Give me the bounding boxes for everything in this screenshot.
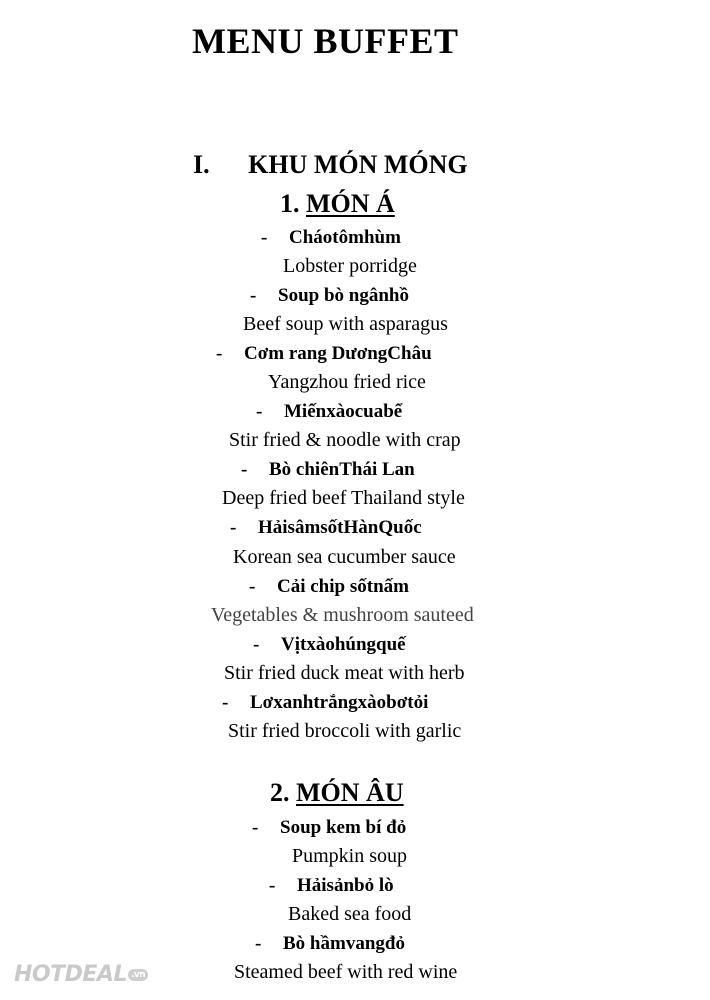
section-numeral: I. — [193, 150, 210, 179]
hotdeal-watermark-logo: HOTDEAL .vn — [14, 962, 148, 987]
dish-name: - Vịtxàohúngquế — [253, 634, 406, 655]
dish-name: - Soup bò ngânhồ — [250, 285, 409, 306]
dish-translation: Beef soup with asparagus — [243, 313, 448, 335]
dish-name: - HảisâmsốtHànQuốc — [230, 517, 422, 538]
group-heading-mon-au: 2. MÓN ÂU — [270, 778, 404, 807]
dish-name: - Cải chip sốtnấm — [249, 576, 409, 597]
group-heading-mon-a: 1. MÓN Á — [280, 189, 395, 218]
dish-translation: Deep fried beef Thailand style — [222, 487, 465, 509]
section-label: KHU MÓN MÓNG — [248, 150, 468, 179]
dish-name: - Bò chiênThái Lan — [241, 459, 415, 480]
dish-translation: Stir fried & noodle with crap — [229, 429, 461, 451]
dish-name: - Cháotômhùm — [261, 227, 401, 248]
group-label-mon-au: MÓN ÂU — [296, 778, 404, 807]
dish-name: - Bò hầmvangđỏ — [255, 933, 405, 954]
dish-translation: Stir fried duck meat with herb — [224, 662, 465, 684]
dish-translation: Korean sea cucumber sauce — [233, 546, 456, 568]
dish-translation: Steamed beef with red wine — [234, 961, 458, 983]
dish-translation: Stir fried broccoli with garlic — [228, 720, 462, 742]
dish-translation: Yangzhou fried rice — [268, 371, 426, 393]
group-label-mon-a: MÓN Á — [306, 189, 395, 218]
dish-name: - Cơm rang DươngChâu — [216, 343, 432, 364]
dish-name: - Soup kem bí đỏ — [252, 817, 407, 838]
section-heading — [193, 150, 468, 180]
dish-translation: Baked sea food — [288, 903, 412, 925]
dish-translation: Vegetables & mushroom sauteed — [211, 604, 474, 626]
dish-name: - Miếnxàocuabể — [256, 401, 403, 422]
dish-translation: Lobster porridge — [283, 255, 417, 277]
dish-name: - Lơxanhtrắngxàobơtỏi — [222, 692, 429, 713]
dish-translation: Pumpkin soup — [292, 845, 408, 867]
dish-name: - Hảisảnbỏ lò — [269, 875, 394, 896]
menu-title: MENU BUFFET — [192, 21, 459, 61]
